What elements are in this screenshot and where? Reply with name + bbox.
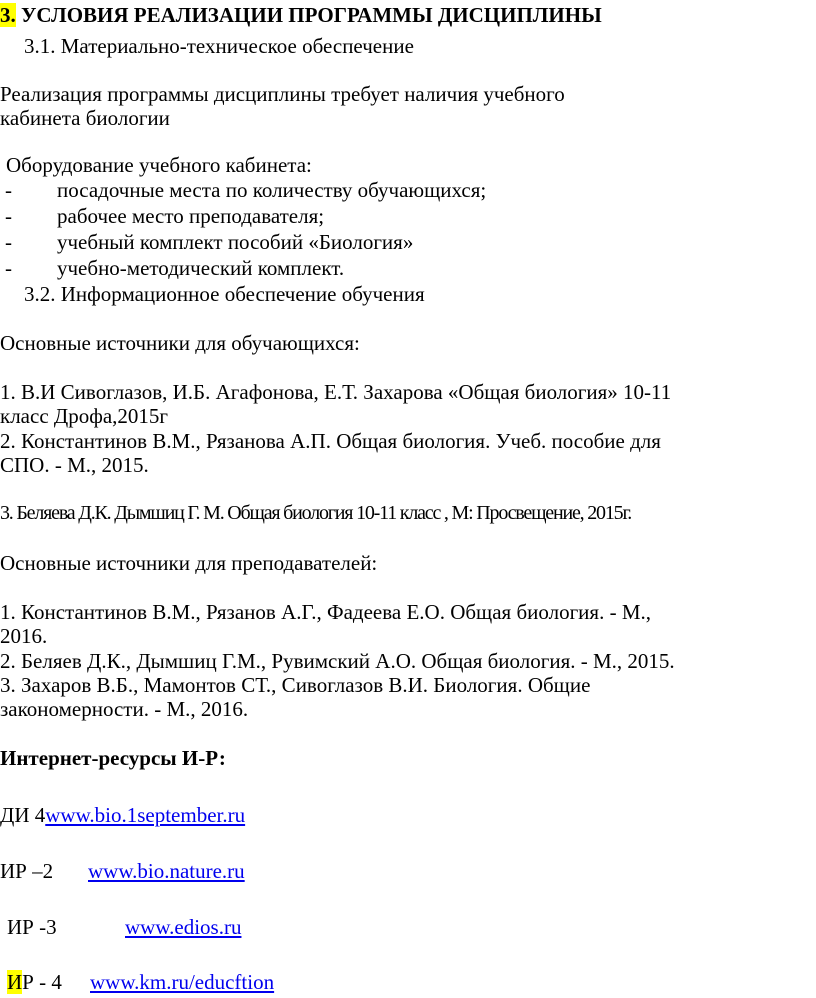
- paragraph-line-2: кабинета биологии: [0, 106, 170, 130]
- heading-text: УСЛОВИЯ РЕАЛИЗАЦИИ ПРОГРАММЫ ДИСЦИПЛИНЫ: [15, 3, 602, 27]
- resource-row-1: [0, 803, 245, 827]
- resource-link-3[interactable]: www.edios.ru: [125, 915, 242, 939]
- teachers-source-1-line-1: 1. Константинов В.М., Рязанов А.Г., Фадеева Е.О. Общая биология. - М.,: [0, 600, 651, 624]
- students-source-1-line-1: 1. В.И Сивоглазов, И.Б. Агафонова, Е.Т. Захарова «Общая биология» 10-11: [0, 380, 672, 404]
- resource-link-4[interactable]: www.km.ru/educftion: [90, 970, 275, 994]
- resource-label: ИР –2: [0, 859, 54, 883]
- students-source-2-line-2: СПО. - М., 2015.: [0, 453, 149, 477]
- teachers-source-3-line-2: закономерности. - М., 2016.: [0, 697, 249, 721]
- paragraph-line-1: Реализация программы дисциплины требует наличия учебного: [0, 82, 565, 106]
- subsection-3-1: 3.1. Материально-техническое обеспечение: [24, 34, 414, 58]
- resource-link-1[interactable]: www.bio.1september.ru: [45, 803, 246, 827]
- resource-row-4: [7, 970, 607, 994]
- students-source-2-line-1: 2. Константинов В.М., Рязанова А.П. Общая биология. Учеб. пособие для: [0, 429, 661, 453]
- resource-label: ДИ 4: [0, 803, 46, 827]
- dash-bullet: -: [5, 230, 12, 254]
- dash-bullet: -: [5, 178, 12, 202]
- students-sources-title: Основные источники для обучающихся:: [0, 331, 360, 355]
- resource-label: ИР -3: [7, 915, 57, 939]
- teachers-source-2: 2. Беляев Д.К., Дымшиц Г.М., Рувимский А.О. Общая биология. - М., 2015.: [0, 649, 675, 673]
- dash-bullet: -: [5, 204, 12, 228]
- resource-label: Р - 4: [22, 970, 62, 994]
- students-source-3: 3. Беляева Д.К. Дымшиц Г. М. Общая биология 10-11 класс , М: Просвещение, 2015г.: [0, 502, 632, 524]
- teachers-sources-title: Основные источники для преподавателей:: [0, 551, 378, 575]
- students-source-1-line-2: класс Дрофа,2015г: [0, 404, 169, 428]
- equipment-title: Оборудование учебного кабинета:: [6, 153, 312, 177]
- teachers-source-1-line-2: 2016.: [0, 624, 48, 648]
- dash-bullet: -: [5, 256, 12, 280]
- internet-resources-title: Интернет-ресурсы И-Р:: [0, 746, 226, 770]
- resource-row-3: [7, 915, 607, 939]
- resource-link-2[interactable]: www.bio.nature.ru: [88, 859, 245, 883]
- list-item-text: учебно-методический комплект.: [57, 256, 345, 280]
- subsection-3-2: 3.2. Информационное обеспечение обучения: [24, 282, 425, 306]
- resource-label-highlight: И: [7, 970, 23, 994]
- list-item-text: учебный комплект пособий «Биология»: [57, 230, 414, 254]
- resource-row-2: [0, 859, 245, 883]
- list-item-text: рабочее место преподавателя;: [57, 204, 325, 228]
- list-item-text: посадочные места по количеству обучающихся;: [57, 178, 487, 202]
- heading-number: 3.: [0, 3, 16, 27]
- teachers-source-3-line-1: 3. Захаров В.Б., Мамонтов СТ., Сивоглазов В.И. Биология. Общие: [0, 673, 591, 697]
- section-heading: [0, 3, 602, 27]
